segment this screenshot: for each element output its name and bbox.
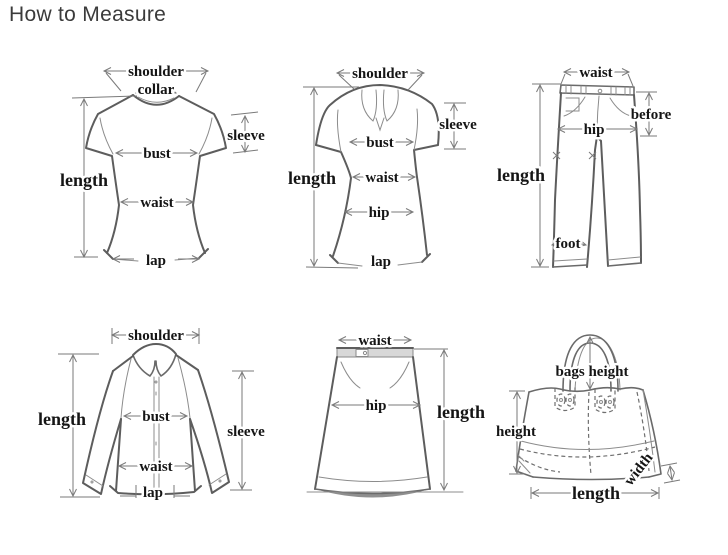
pants-waist-label: waist bbox=[579, 65, 613, 81]
skirt-diagram bbox=[307, 333, 485, 498]
pants-length-label: length bbox=[496, 165, 546, 185]
skirt-pocket-left bbox=[341, 362, 360, 388]
bag-diagram bbox=[496, 335, 680, 503]
pants-pocket-right bbox=[610, 98, 631, 116]
dress-hem-right bbox=[422, 254, 430, 262]
bag-rim bbox=[529, 388, 643, 392]
bag-buckle bbox=[566, 394, 574, 406]
tshirt-bust-label: bust bbox=[143, 146, 171, 162]
pants-hip-label: hip bbox=[583, 122, 605, 138]
bag-center-seam bbox=[588, 392, 591, 475]
tshirt-measurements bbox=[72, 71, 258, 259]
jacket-length-label: length bbox=[37, 409, 87, 429]
pants-before-label: before bbox=[630, 107, 672, 123]
jacket-sleeve-label: sleeve bbox=[227, 424, 265, 440]
dress-hip-label: hip bbox=[368, 205, 390, 221]
dress-bust-label: bust bbox=[366, 135, 394, 151]
dress-shoulder-label: shoulder bbox=[352, 66, 408, 82]
pants-pocket-left bbox=[564, 97, 585, 116]
jacket-diagram bbox=[38, 328, 265, 501]
pants-diagram bbox=[497, 65, 672, 267]
tshirt-waist-label: waist bbox=[140, 195, 174, 211]
jacket-shoulder-label: shoulder bbox=[128, 328, 184, 344]
bag-buckle bbox=[597, 396, 605, 408]
tshirt-diagram bbox=[60, 64, 265, 269]
pants-coin-pocket bbox=[566, 98, 579, 111]
jacket-waist-label: waist bbox=[139, 459, 173, 475]
skirt-hip-label: hip bbox=[365, 398, 387, 414]
bag-bags-height-label: bags height bbox=[555, 364, 629, 380]
tshirt-shoulder-label: shoulder bbox=[128, 64, 184, 80]
pants-cuff-left bbox=[553, 265, 587, 267]
bag-height-label: height bbox=[495, 424, 537, 440]
page-title: How to Measure bbox=[9, 3, 167, 26]
bag-buckle bbox=[606, 396, 614, 408]
tshirt-sleeve-label: sleeve bbox=[227, 128, 265, 144]
skirt-waist-label: waist bbox=[358, 333, 392, 349]
dress-lap-label: lap bbox=[370, 254, 392, 270]
dress-sleeve-label: sleeve bbox=[439, 117, 477, 133]
jacket-collar-right bbox=[156, 354, 176, 376]
tshirt-collar-label: collar bbox=[137, 82, 175, 98]
bag-buckle bbox=[557, 394, 565, 406]
skirt-waistband bbox=[337, 348, 413, 357]
dress-collar bbox=[362, 90, 377, 121]
bag-length-label: length bbox=[571, 483, 621, 503]
dress-diagram bbox=[288, 66, 477, 270]
bag-width-label: width bbox=[621, 450, 657, 489]
skirt-outline bbox=[307, 348, 463, 498]
dress-hem-left bbox=[330, 255, 338, 263]
skirt-pocket-right bbox=[390, 362, 409, 388]
jacket-lap-label: lap bbox=[142, 485, 164, 501]
pants-cuff-right bbox=[608, 263, 641, 266]
pants-button bbox=[598, 89, 602, 93]
dress-waist-label: waist bbox=[365, 170, 399, 186]
jacket-collar-left bbox=[133, 355, 155, 376]
tshirt-length-label: length bbox=[59, 170, 109, 190]
skirt-measurements bbox=[332, 340, 448, 490]
dress-length-label: length bbox=[287, 168, 337, 188]
bag-measurements bbox=[509, 337, 680, 499]
tshirt-lap-label: lap bbox=[145, 253, 167, 269]
jacket-bust-label: bust bbox=[142, 409, 170, 425]
pants-seam-marks bbox=[553, 152, 596, 159]
pants-foot-label: foot bbox=[555, 236, 581, 252]
skirt-length-label: length bbox=[436, 402, 486, 422]
jacket-neckline bbox=[133, 344, 176, 355]
bag-width-arrow bbox=[670, 466, 672, 480]
bag-flap-seam bbox=[520, 447, 655, 457]
